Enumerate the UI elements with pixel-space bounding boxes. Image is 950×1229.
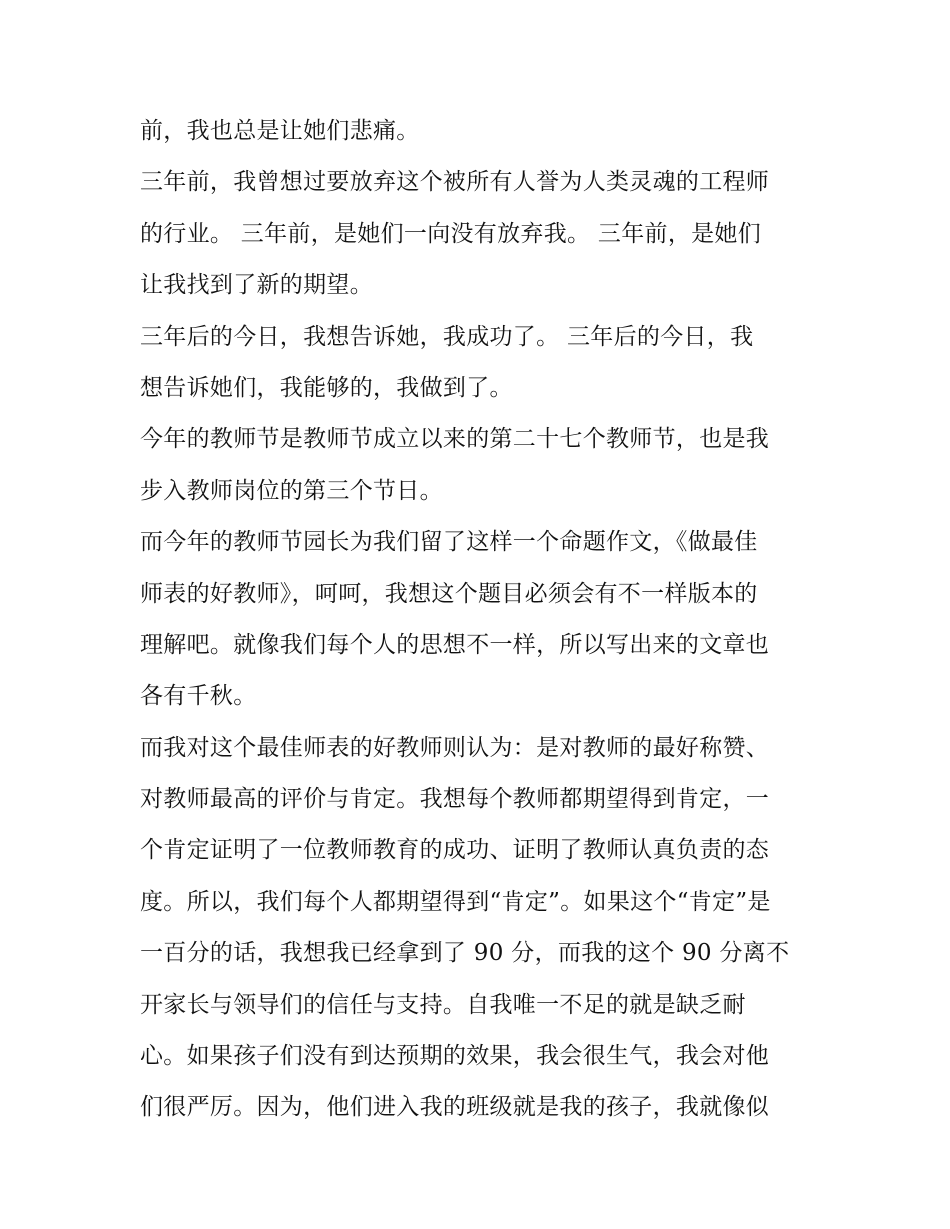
text-line: 让我找到了新的期望。 <box>140 272 373 299</box>
text-line: 各有千秋。 <box>140 683 257 710</box>
text-line: 一百分的话，我想我已经拿到了 90 分，而我的这个 90 分离不 <box>140 940 790 967</box>
document-body <box>140 106 820 1134</box>
text-line: 三年后的今日，我想告诉她，我成功了。 三年后的今日，我 <box>140 323 754 350</box>
text-line: 想告诉她们，我能够的，我做到了。 <box>140 374 513 401</box>
text-line: 对教师最高的评价与肯定。我想每个教师都期望得到肯定，一 <box>140 786 770 813</box>
text-line: 步入教师岗位的第三个节日。 <box>140 477 443 504</box>
text-line: 理解吧。就像我们每个人的思想不一样，所以写出来的文章也 <box>140 631 770 658</box>
text-line: 而今年的教师节园长为我们留了这样一个命题作文，《做最佳 <box>140 529 758 556</box>
text-line: 们很严厉。因为，他们进入我的班级就是我的孩子，我就像似 <box>140 1094 770 1121</box>
text-line: 今年的教师节是教师节成立以来的第二十七个教师节，也是我 <box>140 426 770 453</box>
text-line: 心。如果孩子们没有到达预期的效果，我会很生气，我会对他 <box>140 1043 770 1070</box>
text-line: 前，我也总是让她们悲痛。 <box>140 118 420 144</box>
text-line: 开家长与领导们的信任与支持。自我唯一不足的就是缺乏耐 <box>140 991 746 1018</box>
text-line: 三年前，我曾想过要放弃这个被所有人誉为人类灵魂的工程师 <box>140 169 770 196</box>
text-line: 度。所以，我们每个人都期望得到“肯定”。如果这个“肯定”是 <box>140 888 771 915</box>
text-line: 而我对这个最佳师表的好教师则认为：是对教师的最好称赞、 <box>140 734 770 761</box>
text-line: 个肯定证明了一位教师教育的成功、证明了教师认真负责的态 <box>140 837 770 864</box>
text-line: 师表的好教师》，呵呵，我想这个题目必须会有不一样版本的 <box>140 580 758 607</box>
text-line: 的行业。 三年前，是她们一向没有放弃我。 三年前，是她们 <box>140 220 762 247</box>
